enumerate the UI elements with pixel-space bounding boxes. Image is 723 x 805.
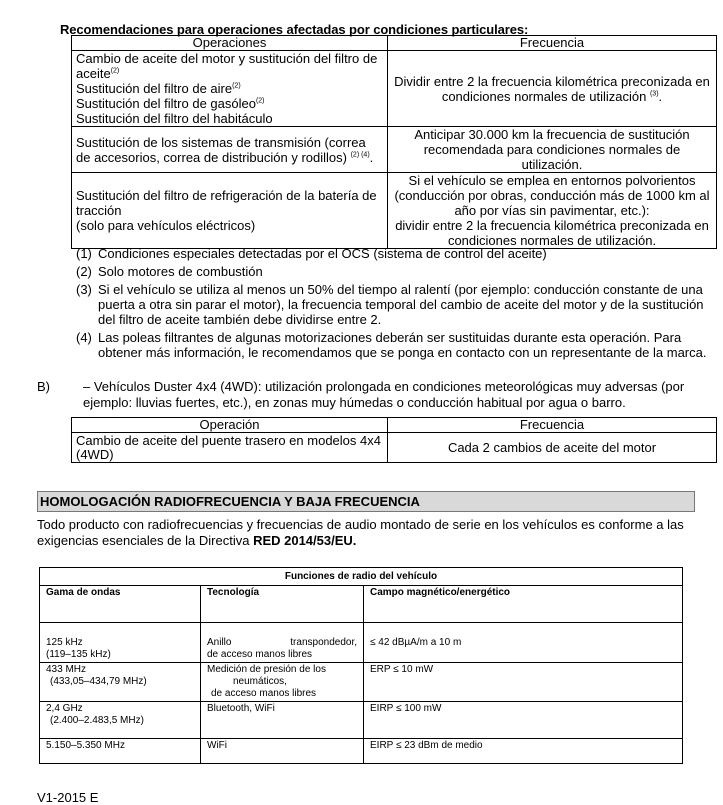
col-header-band: Gama de ondas: [40, 586, 201, 623]
footnote-ref: (2) (4): [350, 151, 370, 159]
table-row: [40, 739, 683, 764]
technology-cell: WiFi: [201, 739, 364, 764]
frequency-text: Dividir entre 2 la frecuencia kilométrica preconizada en condiciones normales de utilización: [394, 73, 710, 104]
table-row: [40, 663, 683, 702]
footnote-ref: (2): [232, 82, 241, 90]
footnote-text: Condiciones especiales detectadas por el OCS (sistema de control del aceite): [98, 246, 547, 261]
footnote-number: (1): [76, 246, 92, 261]
band-value: 433 MHz: [46, 664, 87, 675]
duster-4x4-table: [71, 417, 717, 463]
operation-text: Sustitución del filtro de gasóleo: [76, 96, 256, 111]
radio-functions-table: [39, 567, 683, 764]
table-row: [40, 623, 683, 663]
table-row: [40, 702, 683, 739]
technology-text: Anillo: [207, 637, 232, 648]
technology-cell: [201, 663, 364, 702]
frequency-text: dividir entre 2 la frecuencia kilométrica preconizada en condiciones normales de utilización.: [395, 218, 709, 248]
homologation-paragraph: [37, 517, 717, 549]
table-header-row: [72, 418, 717, 433]
technology-text: transpondedor,: [290, 637, 357, 648]
operation-text: Sustitución del filtro del habitáculo: [76, 111, 273, 126]
footnotes-list: [76, 246, 716, 363]
field-cell: ERP ≤ 10 mW: [364, 663, 683, 702]
footnote-text: Solo motores de combustión: [98, 264, 263, 279]
band-cell: 5.150–5.350 MHz: [40, 739, 201, 764]
operation-text: Cambio de aceite del motor y sustitución del filtro de aceite: [76, 51, 378, 81]
col-header-technology: Tecnología: [201, 586, 364, 623]
technology-cell: Bluetooth, WiFi: [201, 702, 364, 739]
field-cell: EIRP ≤ 23 dBm de medio: [364, 739, 683, 764]
operation-text: Sustitución del filtro de refrigeración de la batería de tracción: [76, 188, 377, 218]
recommendations-table: [71, 35, 717, 249]
band-cell: [40, 663, 201, 702]
operation-cell: [72, 51, 388, 127]
paragraph-text: Todo producto con radiofrecuencias y frecuencias de audio montado de serie en los vehículos es conforme a las exigencias esenciales de la Directiva: [37, 517, 684, 548]
field-cell: ≤ 42 dBµA/m a 10 m: [364, 623, 683, 663]
band-value: 125 kHz: [46, 637, 83, 648]
section-b-text: – Vehículos Duster 4x4 (4WD): utilización prolongada en condiciones meteorológicas muy adversas (por ejemplo: lluvias fuertes, etc.), en zonas muy húmedas o conducción habitual por agua o barro.: [83, 379, 685, 410]
footnote-number: (4): [76, 330, 92, 345]
operation-note: (solo para vehículos eléctricos): [76, 218, 256, 233]
footnote-number: (2): [76, 264, 92, 279]
punctuation: .: [658, 88, 663, 104]
frequency-cell: [388, 173, 717, 249]
footnote-text: Las poleas filtrantes de algunas motorizaciones deberán ser sustituidas durante esta operación. Para obtener más información, le recomendamos que se ponga en contacto con un representante de la marca.: [98, 330, 707, 360]
technology-text: de acceso manos libres: [211, 688, 317, 699]
band-cell: [40, 702, 201, 739]
operation-cell: [72, 173, 388, 249]
footnote-ref: (2): [110, 67, 120, 75]
frequency-cell: Anticipar 30.000 km la frecuencia de sustitución recomendada para condiciones normales de utilización.: [388, 127, 717, 173]
operation-line: [76, 81, 383, 96]
technology-cell: [201, 623, 364, 663]
col-header-operations: Operaciones: [72, 36, 388, 51]
operation-line: [76, 51, 383, 81]
directive-reference: RED 2014/53/EU.: [253, 533, 357, 548]
technology-text: Medición de presión de los: [207, 664, 326, 675]
col-header-field: Campo magnético/energético: [364, 586, 683, 623]
footnote-ref: (2): [255, 97, 265, 105]
col-header-operation: Operación: [72, 418, 388, 433]
recommendations-heading: Recomendaciones para operaciones afectadas por condiciones particulares:: [60, 22, 529, 37]
page-footer: V1-2015 E: [37, 790, 99, 805]
band-cell: [40, 623, 201, 663]
table-header-row: [40, 586, 683, 623]
section-heading-homologation: HOMOLOGACIÓN RADIOFRECUENCIA Y BAJA FRECUENCIA: [37, 491, 695, 512]
frequency-cell: [388, 51, 717, 127]
band-value: 2,4 GHz: [46, 703, 83, 714]
list-item: [76, 282, 716, 327]
list-item: [76, 246, 716, 261]
footnote-text: Si el vehículo se utiliza al menos un 50% del tiempo al ralentí (por ejemplo: conducción constante de una puerta a otra sin parar el motor), la frecuencia temporal del cambio de aceite del motor y de la sustitución del filtro de aceite también debe dividirse entre 2.: [98, 282, 704, 327]
punctuation: .: [369, 149, 374, 165]
footnote-ref: (3): [649, 90, 659, 98]
col-header-frequency: Frecuencia: [388, 418, 717, 433]
technology-text: de acceso manos libres: [207, 649, 313, 660]
col-header-frequency: Frecuencia: [388, 36, 717, 51]
list-item: [76, 330, 716, 360]
table-title: Funciones de radio del vehículo: [40, 568, 683, 586]
table-title-row: [40, 568, 683, 586]
table-row: [72, 173, 717, 249]
technology-text: neumáticos,: [233, 676, 287, 687]
table-row: [72, 433, 717, 463]
field-cell: EIRP ≤ 100 mW: [364, 702, 683, 739]
technology-line: [207, 637, 357, 649]
operation-text: Sustitución de los sistemas de transmisión (correa de accesorios, correa de distribución y rodillos): [76, 134, 366, 165]
operation-line: [76, 111, 383, 126]
operation-cell: Cambio de aceite del puente trasero en modelos 4x4 (4WD): [72, 433, 388, 463]
footnote-number: (3): [76, 282, 92, 297]
operation-text: Sustitución del filtro de aire: [76, 81, 233, 96]
table-row: [72, 127, 717, 173]
section-b-label: B): [37, 379, 50, 394]
band-range: (119–135 kHz): [46, 649, 111, 660]
band-range: (2.400–2.483,5 MHz): [50, 715, 144, 726]
band-range: (433,05–434,79 MHz): [50, 676, 147, 687]
table-header-row: [72, 36, 717, 51]
frequency-text: Si el vehículo se emplea en entornos polvorientos (conducción por obras, conducción más de 1000 km al año por vías sin pavimentar, etc.):: [394, 173, 710, 218]
table-row: [72, 51, 717, 127]
operation-line: [76, 96, 383, 111]
frequency-cell: Cada 2 cambios de aceite del motor: [388, 433, 717, 463]
operation-cell: [72, 127, 388, 173]
list-item: [76, 264, 716, 279]
